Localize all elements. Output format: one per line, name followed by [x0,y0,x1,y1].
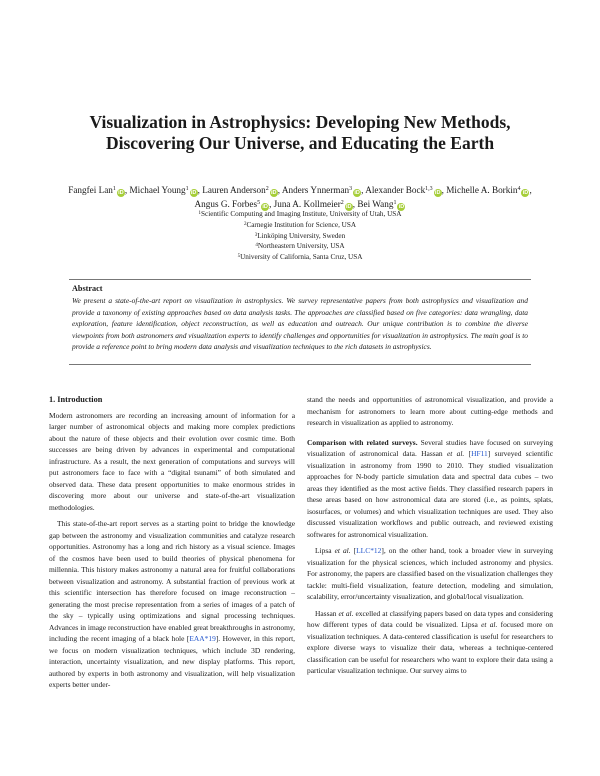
author-affil: 2 [340,200,344,206]
citation-link[interactable]: EAA*19 [189,634,216,643]
affiliation-text: Scientific Computing and Imaging Institute, University of Utah, USA [201,210,402,218]
paragraph-text: ]. However, in this report, we focus on modern visualization techniques, which include 3D rendering, interaction, uncertainty visualization, and new display platforms. This report, authored by experts in both astronomy and visualization, will help visualization experts better under- [49,634,295,689]
affiliation-item [40,209,560,220]
left-column [49,394,295,696]
author-name: Lauren Anderson [202,185,266,195]
lipsa-paragraph [307,545,553,603]
affiliation-text: Carnegie Institution for Science, USA [246,220,357,229]
etal-text: et al. [334,546,351,555]
author-name: Angus G. Forbes [194,199,258,209]
author-affil: 1 [185,186,189,192]
author-name: Anders Ynnerman [281,185,350,195]
paragraph-text: [ [464,449,472,458]
author-name: Alexander Bock [365,185,426,195]
paragraph-text: ], on the other hand, took a broader view in surveying visualization for the physical sciences, which included astronomy and physics. For astronomy, the papers are classified based on the visualization challenges they tackle: multi-field visualization, feature detection, modeling and simulation, scalability, error/uncertainty visualization, and global/local visualization. [307,546,553,601]
affiliation-text: Linköping University, Sweden [257,231,346,240]
author-affil: 1 [112,186,116,192]
orcid-icon[interactable]: iD [398,204,405,210]
continued-paragraph: stand the needs and opportunities of astronomical visualization, and provide a mechanism for astronomers to learn more about cutting-edge methods and research in visualization as applied to astronomy. [307,395,553,427]
paragraph-text: excelled at classifying papers based on data types and considering how different types of data could be visualized. Lipsa [307,608,553,629]
paragraph-lead-heading: Comparison with related surveys. [307,437,418,447]
affiliation-number: 2 [243,221,247,227]
affiliation-number: 4 [255,243,258,249]
affiliation-item [40,220,560,231]
author-affil: 1,3 [425,186,433,192]
affiliation-number: 3 [254,232,258,238]
paragraph-text: focused more on visualization techniques. A data-centered classification is useful for researchers to explore diverse ways to visualize their data, whereas a technique-centered classification can be useful for researchers who want to explore their data using a particular visualization technique. Our survey aims to [307,620,553,675]
orcid-icon[interactable]: iD [434,190,441,196]
orcid-icon[interactable]: iD [262,204,268,210]
affiliation-item [40,241,560,252]
etal-text: et al. [481,620,498,629]
affiliation-item [40,252,560,263]
abstract-heading: Abstract [72,284,103,293]
citation-link[interactable]: LLC*12 [356,546,382,555]
author-name: Juna A. Kollmeier [273,199,341,209]
author-name: Bei Wang [357,199,394,209]
paragraph-text: Lipsa [315,546,335,555]
title-line-2: Discovering Our Universe, and Educating the Earth [105,133,495,153]
orcid-icon[interactable]: iD [271,190,277,196]
orcid-icon[interactable]: iD [346,204,352,210]
etal-text: et al. [446,449,465,458]
paragraph-text: Hassan [315,608,339,618]
related-surveys-paragraph [307,437,553,541]
paragraph-text: This state-of-the-art report serves as a starting point to bridge the knowledge gap between the astronomy and visualization communities and catalyze research opportunities. Astronomy has a long and rich history as a visual science. Images of the cosmos have been used to build theories of physical phenomena for millennia. This history makes astronomy a natural area for fruitful collaborations between visualization and astronomy. A substantial fraction of previous work at this scientific intersection has therefore focused on image reconstruction – generating the most precise representation from a series of images of a patch of the sky – typically using optimizations and signal processing techniques. Advances in image reconstruction have enabled great breakthroughs in astronomy, including the recent imaging of a black hole [ [49,519,295,643]
affiliation-number: 1 [198,211,202,216]
author-affil: 2 [265,186,269,192]
paragraph-text: Several studies have focused on surveying visualization of astronomical data. Hassan [307,437,553,458]
author-name: Fangfei Lan [68,185,113,195]
orcid-icon[interactable]: iD [118,190,124,196]
orcid-icon[interactable]: iD [354,190,360,196]
paper-title [40,112,560,154]
paragraph-text: [ [350,546,357,555]
affiliation-text: Northeastern University, USA [257,242,345,251]
title-line-1: Visualization in Astrophysics: Developing New Methods, [89,112,511,132]
citation-link[interactable]: HF11 [471,449,488,458]
author-affil: 5 [257,200,261,206]
hassan-paragraph [307,608,553,677]
author-name: Michael Young [129,185,186,195]
author-affil: 3 [349,186,353,192]
right-column [307,394,553,682]
intro-paragraph-2 [49,518,295,691]
intro-paragraph-1: Modern astronomers are recording an increasing amount of information for a larger number of astronomical objects and making more complex predictions about the nature of these objects and their evolution over cosmic time. Both successes are being driven by advances in experimental and computational infrastructure. As a result, the next generation of computations and surveys will put astronomers face to face with a “digital tsunami” of both simulated and observed data. These data present opportunities to make enormous strides in discovering more about our universe and state-of-the-art visualization methodologies. [49,410,295,512]
affiliation-item [40,231,560,242]
section-heading: 1. Introduction [49,395,103,404]
affiliation-list [40,209,560,263]
abstract-text: We present a state-of-the-art report on visualization in astrophysics. We survey representative papers from both astrophysics and visualization and provide a taxonomy of existing approaches based on data analysis tasks. The approaches are classified based on five categories: data wrangling, data exploration, feature identification, object reconstruction, as well as education and outreach. Our unique contribution is to combine the diverse viewpoints from both astronomers and visualization experts to identify challenges and opportunities for visualization in astrophysics. The main goal is to provide a reference point to bring modern data analysis and visualization techniques to the rich datasets in astrophysics. [72,296,528,351]
author-list: Fangfei Lan$^1$iD, Michael Young$^1$iD, Lauren Anderson$^2$iD, Anders Ynnerman$^3$iD, Alexander Bock$^{1,3}$iD, Michelle A. Borkin$^4$iD, Angus G. Forbes$^5$iD, Juna A. Kollmeier$^2$iD, Bei Wang$^1$iD [68,185,532,210]
affiliation-text: University of California, Santa Cruz, USA [240,253,363,262]
author-affil: 4 [517,186,521,192]
affiliation-number: 5 [237,254,241,260]
orcid-icon[interactable]: iD [190,190,197,196]
paragraph-text: ] surveyed scientific visualization in astronomy from 1990 to 2010. They studied visualization approaches for N-body particle simulation data and spectral data cubes – two areas they identified as the most active fields. They classified research papers in these areas based on how astronomical data are stored (i.e., as points, splats, isosurfaces, or volumes) and which visualization techniques are used. They also discussed visualization workflows and public outreach, and reviewed existing softwares for astronomical visualization. [307,449,554,539]
author-name: Michelle A. Borkin [446,185,518,195]
etal-text: et al. [338,608,354,618]
author-affil: 1 [393,200,397,206]
orcid-icon[interactable]: iD [522,190,529,196]
